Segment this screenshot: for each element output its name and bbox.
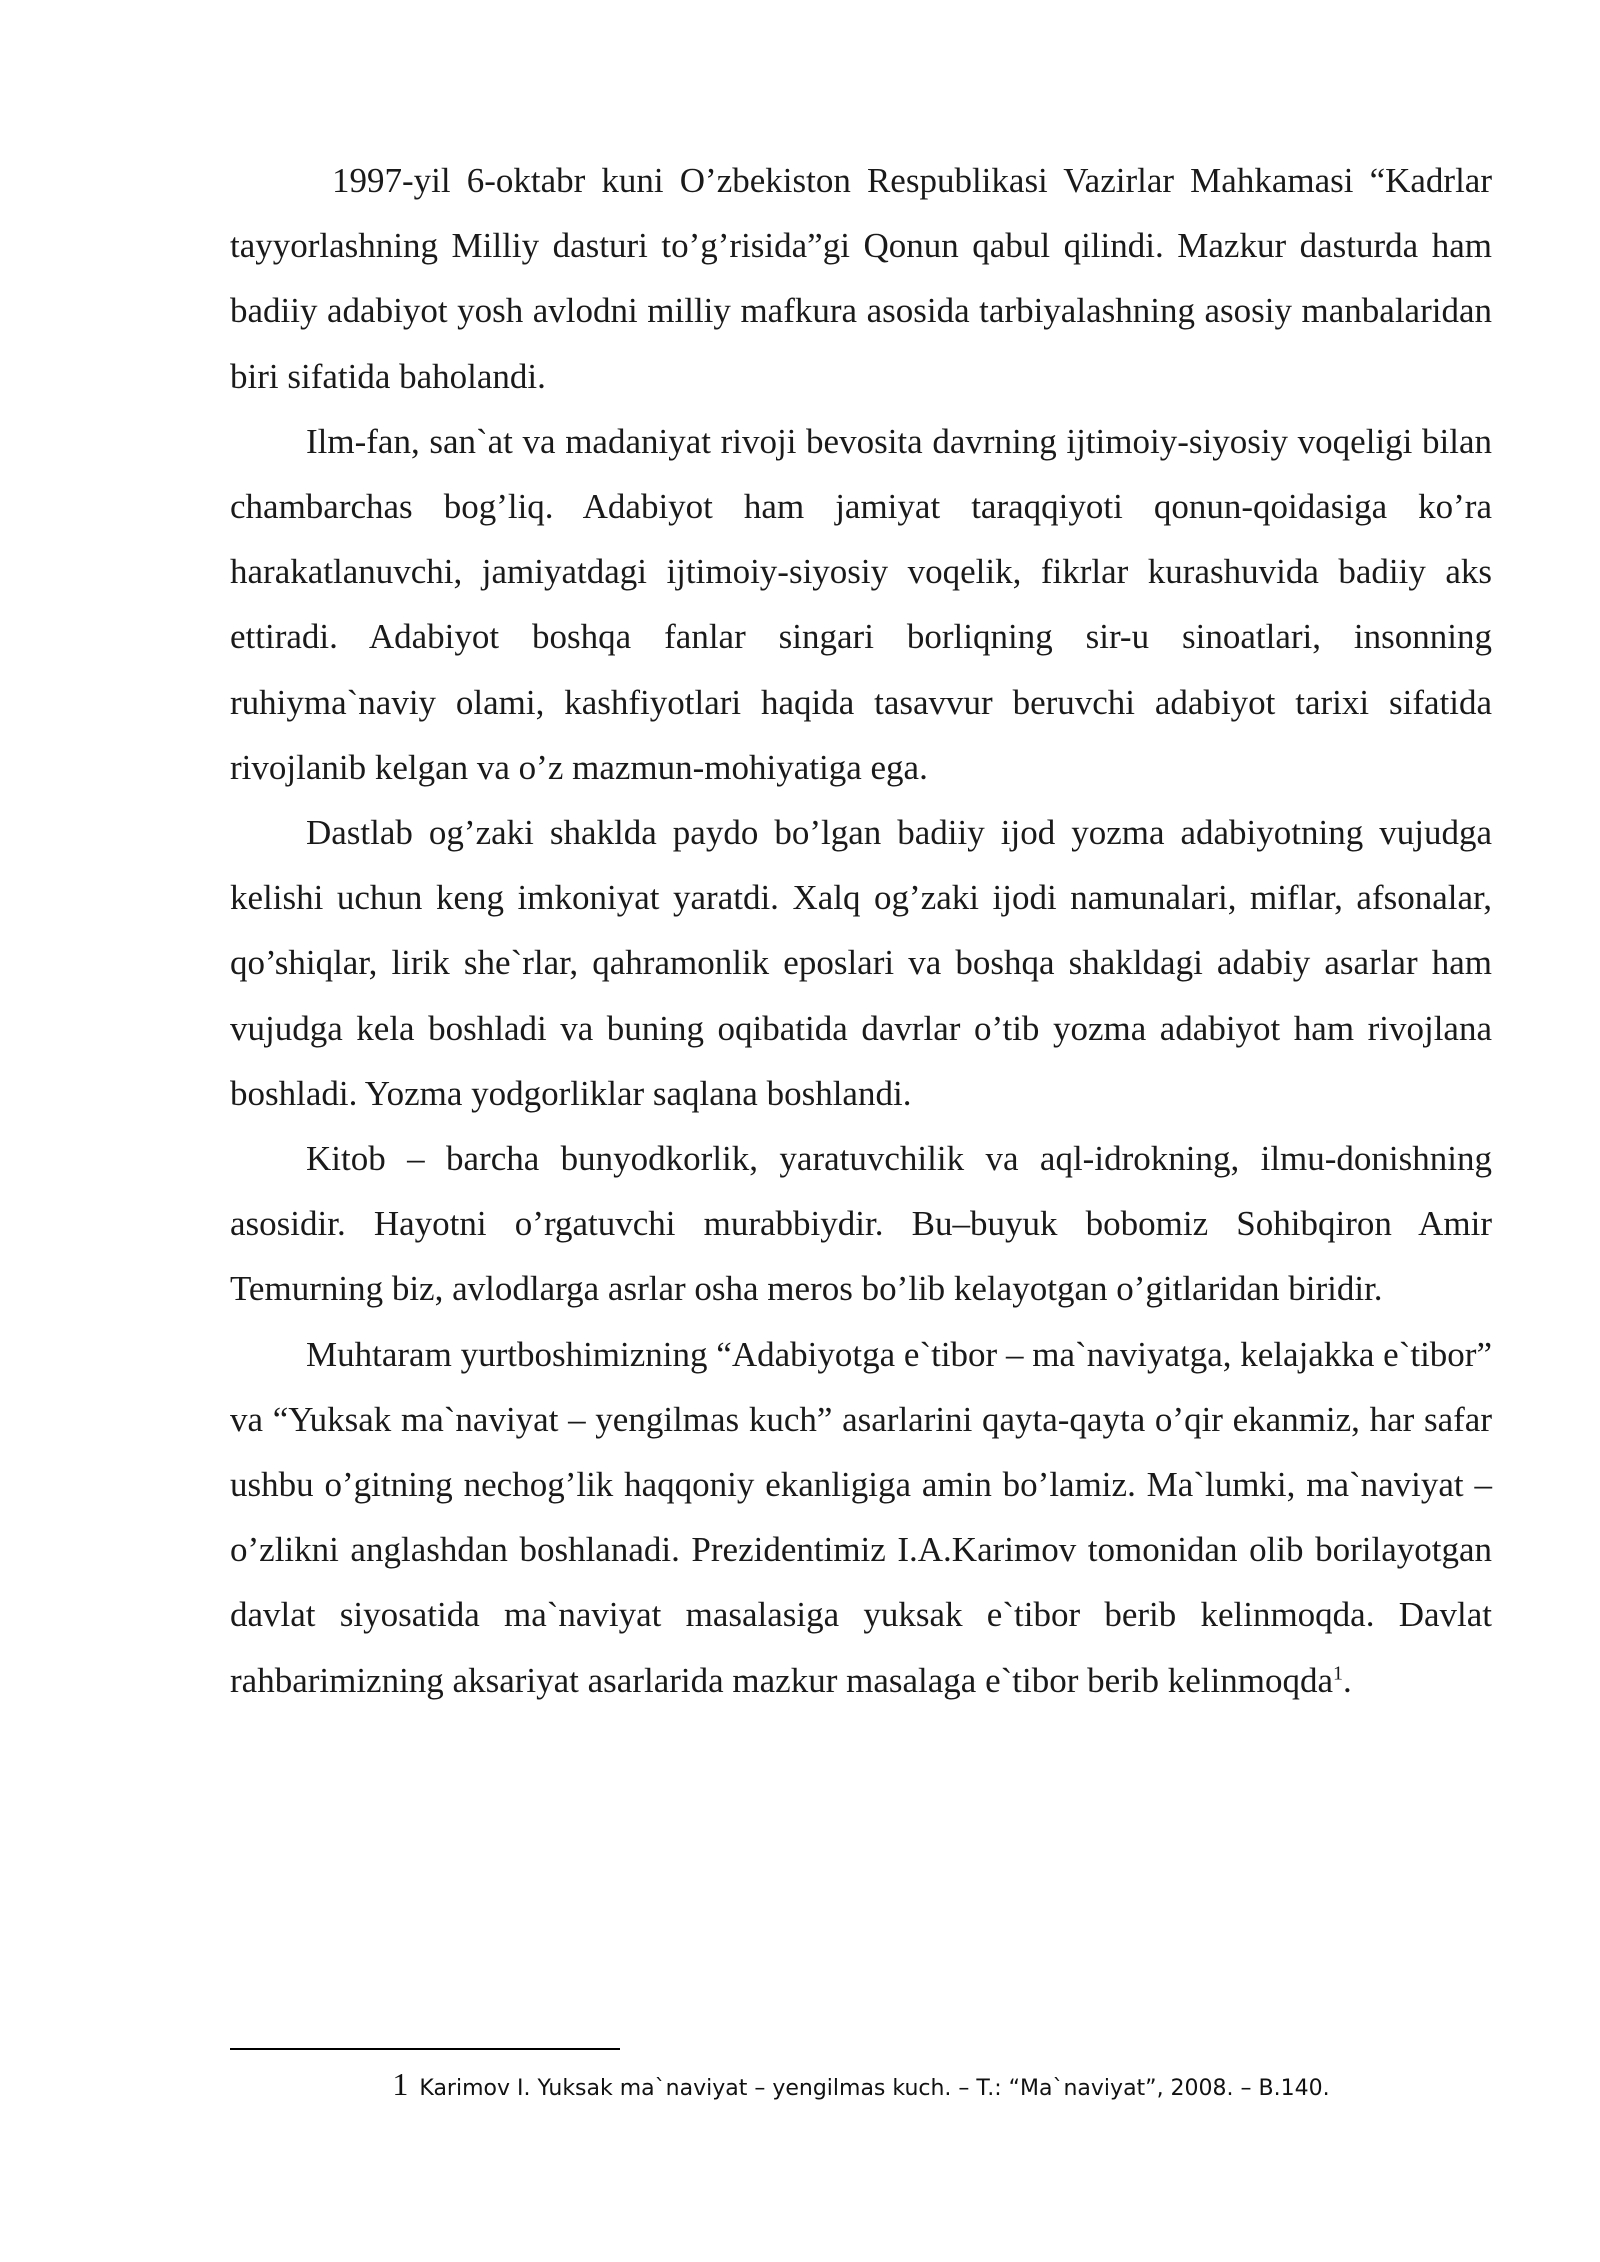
footnote-text: Karimov I. Yuksak ma`naviyat – yengilmas kuch. – T.: “Ma`naviyat”, 2008. – B.140. xyxy=(419,2076,1330,2101)
paragraph-5-end: . xyxy=(1343,1660,1352,1700)
footnote-separator xyxy=(230,2048,620,2050)
paragraph-5 xyxy=(230,1322,1492,1713)
footnote xyxy=(230,2066,1492,2103)
paragraph-3: Dastlab og’zaki shaklda paydo bo’lgan badiiy ijod yozma adabiyotning vujudga kelishi uchun keng imkoniyat yaratdi. Xalq og’zaki ijodi namunalari, miflar, afsonalar, qo’shiqlar, lirik she`rlar, qahramonlik eposlari va boshqa shakldagi adabiy asarlar ham vujudga kela boshladi va buning oqibatida davrlar o’tib yozma adabiyot ham rivojlana boshladi. Yozma yodgorliklar saqlana boshlandi. xyxy=(230,813,1492,1113)
paragraph-1: 1997-yil 6-oktabr kuni O’zbekiston Respublikasi Vazirlar Mahkamasi “Kadrlar tayyorlashning Milliy dasturi to’g’risida”gi Qonun qabul qilindi. Mazkur dasturda ham badiiy adabiyot yosh avlodni milliy mafkura asosida tarbiyalashning asosiy manbalaridan biri sifatida baholandi. xyxy=(230,161,1492,396)
paragraph-2: Ilm-fan, san`at va madaniyat rivoji bevosita davrning ijtimoiy-siyosiy voqeligi bilan chambarchas bog’liq. Adabiyot ham jamiyat taraqqiyoti qonun-qoidasiga ko’ra harakatlanuvchi, jamiyatdagi ijtimoiy-siyosiy voqelik, fikrlar kurashuvida badiiy aks ettiradi. Adabiyot boshqa fanlar singari borliqning sir-u sinoatlari, insonning ruhiyma`naviy olami, kashfiyotlari haqida tasavvur beruvchi adabiyot tarixi sifatida rivojlanib kelgan va o’z mazmun-mohiyatiga ega. xyxy=(230,421,1492,787)
footnote-reference[interactable]: 1 xyxy=(1333,1662,1344,1685)
paragraph-4: Kitob – barcha bunyodkorlik, yaratuvchilik va aql-idrokning, ilmu-donishning asosidir. Hayotni o’rgatuvchi murabbiydir. Bu–buyuk bobomiz Sohibqiron Amir Temurning biz, avlodlarga asrlar osha meros bo’lib kelayotgan o’gitlaridan biridir. xyxy=(230,1139,1492,1309)
footnote-number: 1 xyxy=(392,2066,409,2102)
document-body xyxy=(230,148,1492,1713)
paragraph-5-text: Muhtaram yurtboshimizning “Adabiyotga e`tibor – ma`naviyatga, kelajakka e`tibor” va “Yuksak ma`naviyat – yengilmas kuch” asarlarini qayta-qayta o’qir ekanmiz, har safar ushbu o’gitning nechog’lik haqqoniy ekanligiga amin bo’lamiz. Ma`lumki, ma`naviyat – o’zlikni anglashdan boshlanadi. Prezidentimiz I.A.Karimov tomonidan olib borilayotgan davlat siyosatida ma`naviyat masalasiga yuksak e`tibor berib kelinmoqda. Davlat rahbarimizning aksariyat asarlarida mazkur masalaga e`tibor berib kelinmoqda xyxy=(230,1334,1492,1700)
